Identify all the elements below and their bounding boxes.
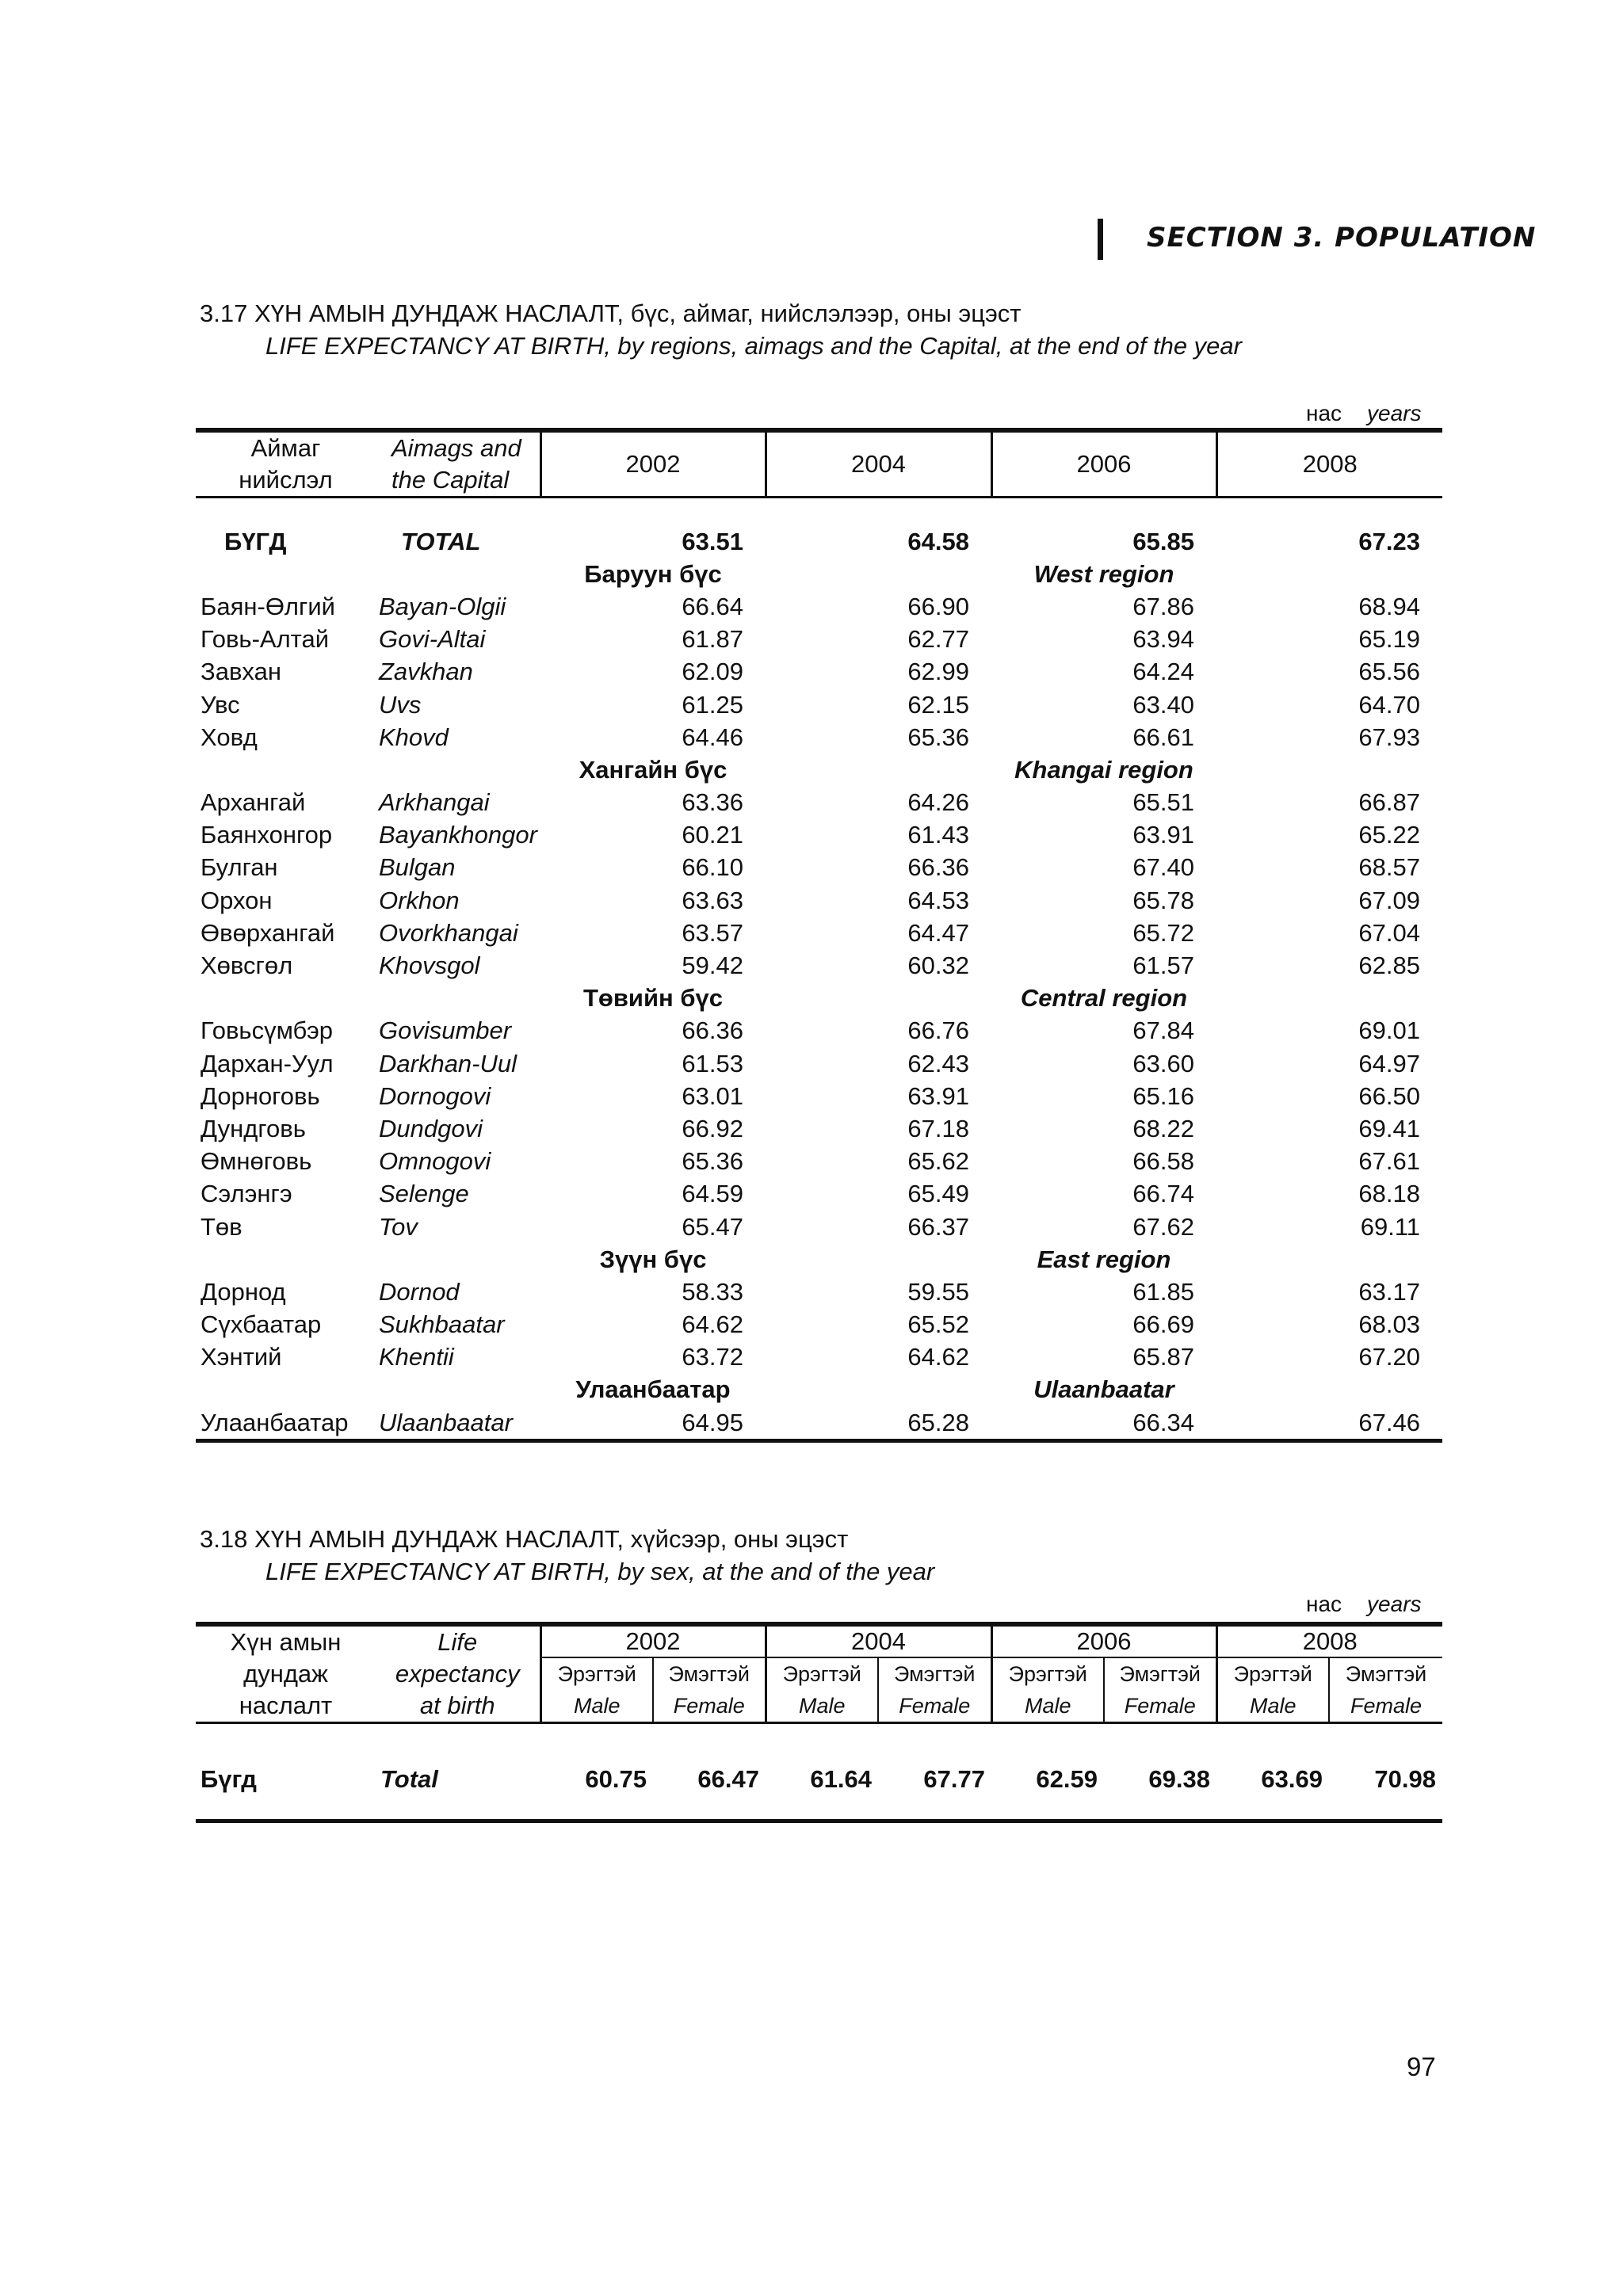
life-expectancy-by-sex-table [196,1622,1442,1823]
aimag-name-en: Uvs [379,690,422,719]
life-expectancy-value: 66.36 [682,1016,743,1045]
life-expectancy-value: 62.43 [907,1049,969,1077]
aimag-name-en: Khovsgol [379,952,480,980]
header-female-mn: Эмэгтэй [653,1657,766,1690]
aimag-name-en: Ulaanbaatar [376,1406,540,1441]
life-expectancy-value: 63.40 [1132,690,1194,719]
table-row [196,1080,1442,1112]
life-expectancy-value: 60.21 [682,821,743,849]
table-row [196,1047,1442,1080]
table2-header-row-3 [196,1690,1442,1723]
header-female-en: Female [1329,1690,1442,1723]
life-expectancy-value: 66.76 [907,1016,969,1045]
life-expectancy-value: 65.56 [1358,658,1420,686]
header-male-mn: Эрэгтэй [766,1657,878,1690]
total-value: 64.58 [907,527,969,555]
aimag-name-en: Khovd [379,723,449,751]
table1-unit [1306,401,1422,426]
region-name-mn: Хангайн бүс [579,755,727,784]
aimag-name-en: Tov [379,1212,418,1241]
aimag-name-en: Orkhon [379,886,460,914]
life-expectancy-value: 63.94 [1132,625,1194,654]
life-expectancy-value: 61.53 [682,1049,743,1077]
table-row [196,590,1442,623]
aimag-name-mn: Хөвсгөл [200,952,293,980]
header-female-en: Female [1104,1690,1216,1723]
aimag-name-mn: Сэлэнгэ [200,1180,292,1208]
table1-unit-mn: нас [1306,401,1342,425]
table-row [196,688,1442,721]
life-expectancy-value: 65.19 [1358,625,1420,654]
header-year: 2002 [540,1624,766,1657]
aimag-name-en: Bulgan [379,853,456,882]
male-value: 63.69 [1216,1723,1329,1821]
aimag-name-mn: Дорнод [200,1277,286,1306]
aimag-name-en: Sukhbaatar [379,1310,505,1339]
aimag-name-en: Khentii [379,1343,454,1371]
life-expectancy-value: 64.47 [907,918,969,947]
region-name-mn: Улаанбаатар [575,1375,731,1404]
life-expectancy-value: 66.36 [907,853,969,882]
total-label-en: Total [380,1765,438,1793]
table2-header-row-2 [196,1657,1442,1690]
table1-unit-en: years [1367,401,1422,425]
table-row [196,949,1442,982]
table2-unit-mn: нас [1306,1592,1342,1616]
life-expectancy-value: 61.43 [907,821,969,849]
aimag-name-en: Dundgovi [379,1114,483,1142]
region-name-en: East region [1037,1245,1171,1273]
aimag-name-en: Arkhangai [379,788,490,817]
region-header-row [196,1243,1442,1276]
table-row [196,1178,1442,1211]
aimag-name-en: Govi-Altai [379,625,486,654]
life-expectancy-value: 67.93 [1358,723,1420,751]
aimag-name-mn: Хэнтий [200,1343,282,1371]
aimag-name-mn: Улаанбаатар [196,1406,376,1441]
life-expectancy-value: 66.10 [682,853,743,882]
table-row [196,624,1442,656]
life-expectancy-value: 63.91 [907,1081,969,1110]
life-expectancy-value: 67.84 [1132,1016,1194,1045]
aimag-name-en: Bayankhongor [379,821,537,849]
aimag-name-mn: Завхан [200,658,281,686]
life-expectancy-value: 61.87 [682,625,743,654]
table-row [196,1341,1442,1374]
table2-total-row [196,1723,1442,1821]
life-expectancy-value: 64.46 [682,723,743,751]
female-value: 66.47 [653,1723,766,1821]
life-expectancy-value: 66.92 [682,1114,743,1142]
aimag-name-mn: Өмнөговь [200,1147,312,1176]
life-expectancy-value: 66.50 [1358,1081,1420,1110]
header-year: 2006 [991,430,1216,498]
life-expectancy-value: 69.41 [1358,1114,1420,1142]
life-expectancy-value: 65.51 [1132,788,1194,817]
life-expectancy-value: 62.77 [907,625,969,654]
table1-total-row [196,525,1442,558]
header-female-en: Female [878,1690,991,1723]
life-expectancy-value: 63.63 [682,886,743,914]
aimag-name-en: Zavkhan [379,658,473,686]
aimag-name-mn: Ховд [200,723,258,751]
region-header-row [196,982,1442,1015]
header-female-mn: Эмэгтэй [1104,1657,1216,1690]
table2-title-en: LIFE EXPECTANCY AT BIRTH, by sex, at the and of the year [265,1558,935,1585]
header-label-mn: наслалт [196,1690,376,1723]
life-expectancy-value: 69.11 [1360,1212,1420,1241]
table-row [196,917,1442,949]
life-expectancy-value: 66.64 [682,592,743,620]
region-name-mn: Зүүн бүс [599,1245,707,1273]
total-label-en: TOTAL [401,527,481,555]
life-expectancy-value: 68.18 [1358,1180,1420,1208]
aimag-name-en: Darkhan-Uul [379,1049,517,1077]
life-expectancy-value: 64.59 [682,1180,743,1208]
life-expectancy-value: 64.95 [540,1406,766,1441]
life-expectancy-value: 63.57 [682,918,743,947]
table-row [196,1276,1442,1308]
life-expectancy-value: 66.37 [907,1212,969,1241]
section-header-bar [1098,219,1103,260]
header-male-mn: Эрэгтэй [991,1657,1104,1690]
section-header-text: SECTION 3. POPULATION [1147,222,1537,254]
life-expectancy-value: 67.62 [1132,1212,1194,1241]
life-expectancy-value: 59.42 [682,952,743,980]
life-expectancy-value: 65.16 [1132,1081,1194,1110]
table-row [196,1146,1442,1178]
table-row [196,819,1442,852]
aimag-name-en: Govisumber [379,1016,512,1045]
life-expectancy-value: 66.58 [1132,1147,1194,1176]
aimag-name-mn: Сүхбаатар [200,1310,322,1339]
life-expectancy-value: 63.36 [682,788,743,817]
life-expectancy-value: 65.78 [1132,886,1194,914]
table1-spacer [196,498,1442,526]
life-expectancy-value: 61.57 [1132,952,1194,980]
life-expectancy-value: 62.15 [907,690,969,719]
table2-header-row-1 [196,1624,1442,1657]
male-value: 61.64 [766,1723,878,1821]
life-expectancy-value: 65.36 [682,1147,743,1176]
header-label-en: expectancy [395,1659,520,1688]
life-expectancy-value: 64.62 [907,1343,969,1371]
table-row [196,852,1442,884]
life-expectancy-value: 65.47 [682,1212,743,1241]
life-expectancy-value: 68.03 [1358,1310,1420,1339]
header-label-en: Life [376,1624,540,1657]
region-name-mn: Баруун бүс [584,559,722,588]
life-expectancy-value: 64.62 [682,1310,743,1339]
total-label [196,1723,540,1821]
header-female-mn: Эмэгтэй [878,1657,991,1690]
section-header [1098,215,1537,263]
table2-title-mn: 3.18 ХҮН АМЫН ДУНДАЖ НАСЛАЛТ, хүйсээр, оны эцэст [200,1525,849,1553]
aimag-name-en: Omnogovi [379,1147,491,1176]
life-expectancy-value: 65.52 [907,1310,969,1339]
life-expectancy-value: 65.28 [766,1406,991,1441]
aimag-name-en: Dornogovi [379,1081,491,1110]
aimag-name-mn: Баян-Өлгий [200,592,335,620]
table1-header-row [196,430,1442,498]
header-female-mn: Эмэгтэй [1329,1657,1442,1690]
life-expectancy-value: 61.85 [1132,1277,1194,1306]
life-expectancy-value: 65.87 [1132,1343,1194,1371]
header-male-en: Male [1216,1690,1329,1723]
female-value: 67.77 [878,1723,991,1821]
aimag-name-mn: Дархан-Уул [200,1049,334,1077]
region-name-en: Ulaanbaatar [1033,1375,1174,1404]
header-female-en: Female [653,1690,766,1723]
life-expectancy-value: 66.87 [1358,788,1420,817]
table1-title-en: LIFE EXPECTANCY AT BIRTH, by regions, aimags and the Capital, at the end of the year [265,332,1242,360]
aimag-name-mn: Баянхонгор [200,821,333,849]
aimag-name-en: Ovorkhangai [379,918,518,947]
life-expectancy-value: 66.34 [991,1406,1216,1441]
life-expectancy-value: 65.36 [907,723,969,751]
life-expectancy-value: 62.85 [1358,952,1420,980]
region-name-en: Khangai region [1014,755,1193,784]
life-expectancy-value: 68.22 [1132,1114,1194,1142]
life-expectancy-value: 59.55 [907,1277,969,1306]
header-male-en: Male [540,1690,653,1723]
life-expectancy-value: 66.61 [1132,723,1194,751]
header-year: 2006 [991,1624,1216,1657]
header-year: 2008 [1216,1624,1442,1657]
table-row [196,787,1442,819]
life-expectancy-value: 64.70 [1358,690,1420,719]
header-label-mn: Хүн амын [196,1624,376,1657]
life-expectancy-value: 69.01 [1358,1016,1420,1045]
table2-unit [1306,1592,1422,1617]
table1-title-mn: 3.17 ХҮН АМЫН ДУНДАЖ НАСЛАЛТ, бүс, аймаг, нийслэлээр, оны эцэст [200,299,1022,327]
aimag-name-en: Bayan-Olgii [379,592,506,620]
header-male-en: Male [766,1690,878,1723]
total-label-mn: БҮГД [224,527,287,555]
aimag-name-mn: Увс [200,690,240,719]
table-row [196,1015,1442,1047]
region-header-row [196,558,1442,590]
region-header-row [196,753,1442,786]
table-row [196,656,1442,688]
aimag-name-mn: Булган [200,853,278,882]
life-expectancy-by-region-table [196,428,1442,1443]
life-expectancy-value: 62.99 [907,658,969,686]
life-expectancy-value: 67.18 [907,1114,969,1142]
life-expectancy-value: 63.60 [1132,1049,1194,1077]
table-row [196,1211,1442,1243]
aimag-name-mn: Төв [200,1212,242,1241]
life-expectancy-value: 61.25 [682,690,743,719]
life-expectancy-value: 65.49 [907,1180,969,1208]
life-expectancy-value: 63.91 [1132,821,1194,849]
female-value: 70.98 [1329,1723,1442,1821]
female-value: 69.38 [1104,1723,1216,1821]
life-expectancy-value: 67.04 [1358,918,1420,947]
total-label-mn: Бүгд [200,1765,257,1793]
header-year: 2002 [540,430,766,498]
total-value: 67.23 [1358,527,1420,555]
header-male-mn: Эрэгтэй [540,1657,653,1690]
header-year: 2004 [766,430,991,498]
aimag-name-mn: Дорноговь [200,1081,320,1110]
life-expectancy-value: 64.97 [1358,1049,1420,1077]
header-aimag-en: Aimags and the Capital [376,430,540,498]
table-row [196,1112,1442,1145]
aimag-name-mn: Орхон [200,886,273,914]
life-expectancy-value: 66.69 [1132,1310,1194,1339]
table-row [196,1309,1442,1341]
region-name-en: Central region [1020,984,1188,1013]
life-expectancy-value: 67.86 [1132,592,1194,620]
table-row [196,884,1442,917]
header-year: 2004 [766,1624,991,1657]
life-expectancy-value: 63.01 [682,1081,743,1110]
life-expectancy-value: 68.94 [1358,592,1420,620]
header-label-mn: дундаж [243,1659,328,1688]
aimag-name-en: Selenge [379,1180,469,1208]
aimag-name-en: Dornod [379,1277,460,1306]
life-expectancy-value: 67.20 [1358,1343,1420,1371]
life-expectancy-value: 65.72 [1132,918,1194,947]
region-name-en: West region [1033,559,1174,588]
region-name-mn: Төвийн бүс [582,984,723,1013]
region-header-row [196,1374,1442,1406]
aimag-name-mn: Говь-Алтай [200,625,330,654]
life-expectancy-value: 67.40 [1132,853,1194,882]
life-expectancy-value: 64.26 [907,788,969,817]
aimag-name-mn: Архангай [200,788,306,817]
header-year: 2008 [1216,430,1442,498]
life-expectancy-value: 64.53 [907,886,969,914]
life-expectancy-value: 66.74 [1132,1180,1194,1208]
header-male-mn: Эрэгтэй [1216,1657,1329,1690]
life-expectancy-value: 63.72 [682,1343,743,1371]
header-aimag-mn: Аймаг нийслэл [196,430,376,498]
page-number: 97 [1407,2052,1436,2081]
header-label-en: at birth [376,1690,540,1723]
aimag-name-mn: Говьсүмбэр [200,1016,334,1045]
life-expectancy-value: 58.33 [682,1277,743,1306]
table-row [196,721,1442,753]
life-expectancy-value: 64.24 [1132,658,1194,686]
table2-unit-en: years [1367,1592,1422,1616]
life-expectancy-value: 62.09 [682,658,743,686]
life-expectancy-value: 67.61 [1358,1147,1420,1176]
life-expectancy-value: 63.17 [1358,1277,1420,1306]
total-value: 65.85 [1132,527,1194,555]
life-expectancy-value: 68.57 [1358,853,1420,882]
male-value: 60.75 [540,1723,653,1821]
life-expectancy-value: 67.46 [1216,1406,1442,1441]
life-expectancy-value: 60.32 [907,952,969,980]
life-expectancy-value: 65.62 [907,1147,969,1176]
male-value: 62.59 [991,1723,1104,1821]
aimag-name-mn: Өвөрхангай [200,918,335,947]
total-value: 63.51 [682,527,743,555]
aimag-name-mn: Дундговь [200,1114,306,1142]
header-male-en: Male [991,1690,1104,1723]
table-row [196,1406,1442,1441]
life-expectancy-value: 65.22 [1358,821,1420,849]
life-expectancy-value: 67.09 [1358,886,1420,914]
life-expectancy-value: 66.90 [907,592,969,620]
